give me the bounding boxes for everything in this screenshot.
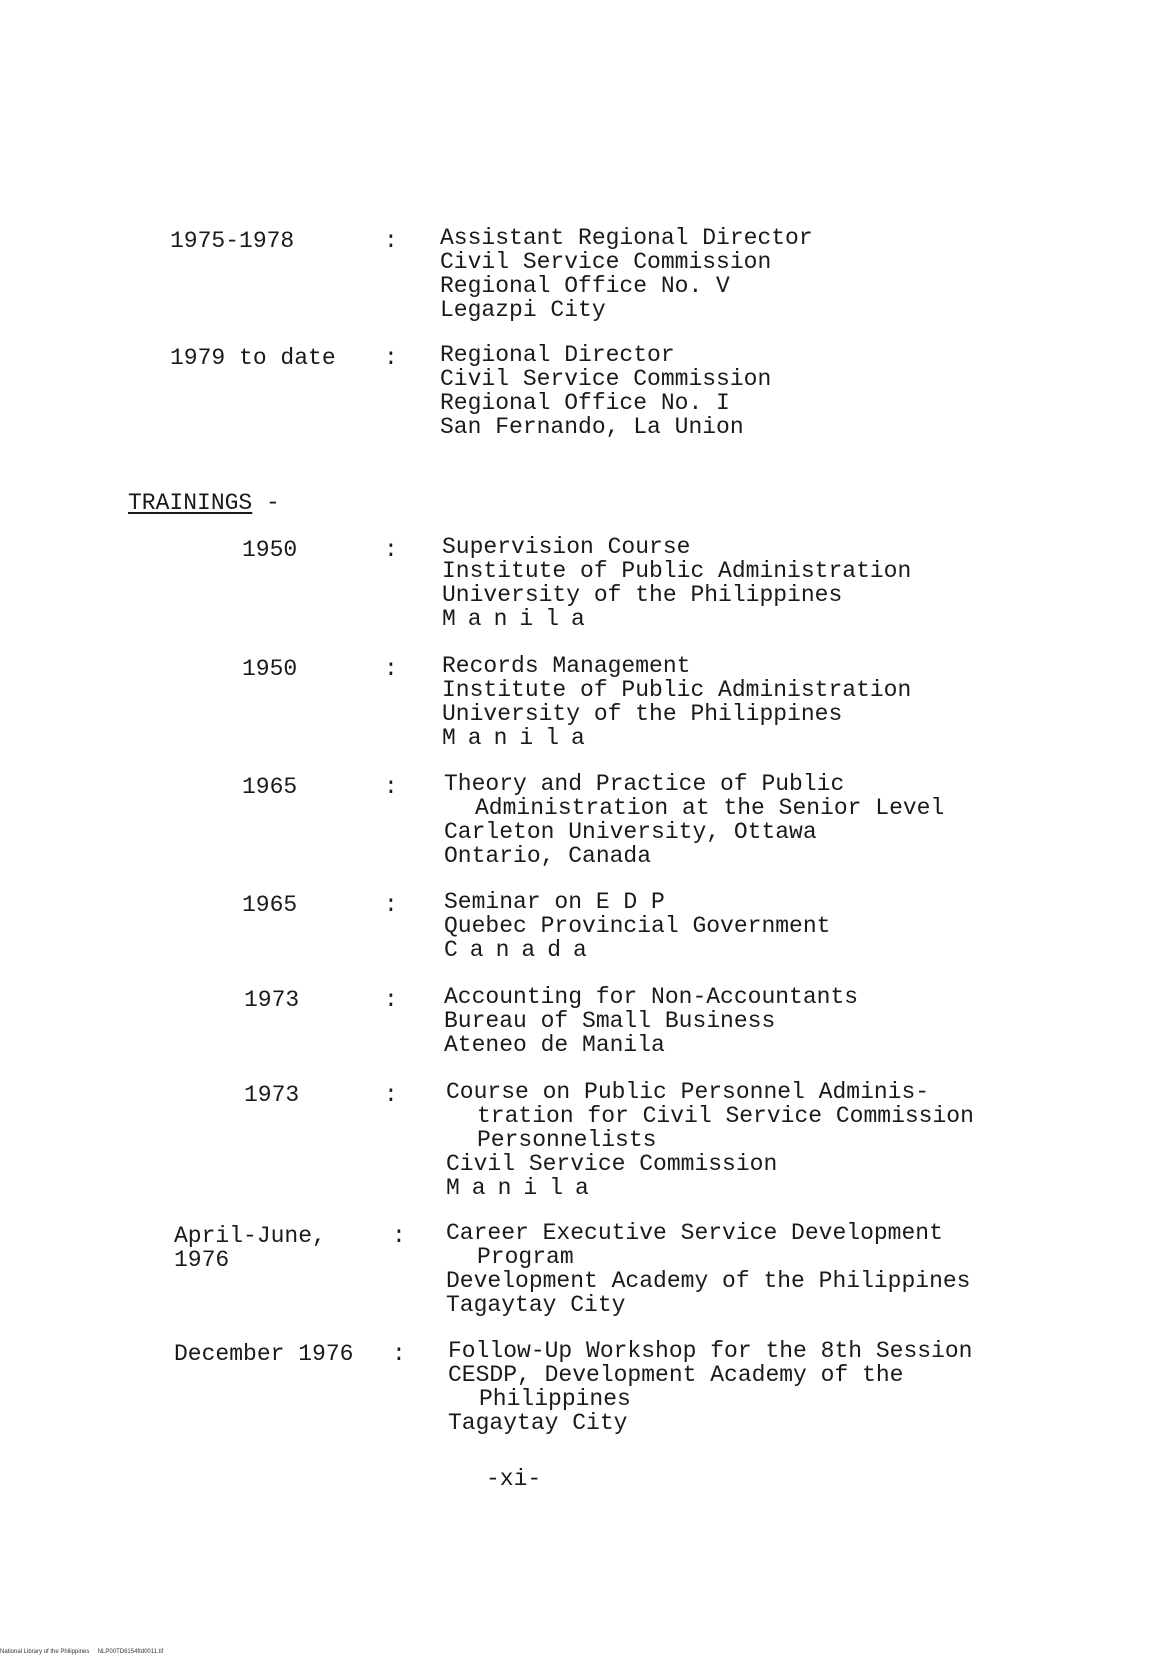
- training-details: [442, 535, 911, 631]
- training-colon: :: [384, 537, 398, 563]
- training-line: Manila: [442, 725, 597, 751]
- section-heading-title: TRAININGS: [128, 490, 253, 516]
- training-line: University of the Philippines: [442, 701, 843, 727]
- entry-line: Regional Office No. V: [440, 273, 730, 299]
- training-line: Career Executive Service Development: [446, 1220, 943, 1246]
- entry-date: 1979 to date: [170, 345, 336, 371]
- training-colon: :: [392, 1223, 406, 1249]
- training-line: CESDP, Development Academy of the: [448, 1362, 904, 1388]
- training-line: Manila: [446, 1175, 601, 1201]
- training-colon: :: [384, 1082, 398, 1108]
- archive-footer: National Library of the Philippines NLP00TD6154ftd0011.tif: [0, 1649, 164, 1655]
- training-date: 1973: [244, 987, 300, 1013]
- entry-line: Civil Service Commission: [440, 249, 772, 275]
- entry-line: Regional Director: [440, 342, 675, 368]
- section-heading: [128, 491, 280, 515]
- training-line: Accounting for Non-Accountants: [444, 984, 859, 1010]
- entry-line: San Fernando, La Union: [440, 414, 744, 440]
- training-line: Administration at the Senior Level: [475, 795, 945, 821]
- page-number: -xi-: [486, 1466, 542, 1492]
- training-line: Theory and Practice of Public: [444, 771, 845, 797]
- training-line: Seminar on E D P: [444, 889, 665, 915]
- training-line: Personnelists: [477, 1127, 657, 1153]
- entry-colon: :: [384, 228, 398, 254]
- training-line: Follow-Up Workshop for the 8th Session: [448, 1338, 973, 1364]
- entry-line: Civil Service Commission: [440, 366, 772, 392]
- training-date: 1973: [244, 1082, 300, 1108]
- entry-line: Assistant Regional Director: [440, 225, 813, 251]
- training-details: [444, 890, 830, 962]
- training-colon: :: [384, 892, 398, 918]
- training-line: Ateneo de Manila: [444, 1032, 665, 1058]
- entry-details: [440, 226, 813, 322]
- training-details: [442, 654, 911, 750]
- training-date: 1950: [242, 537, 298, 563]
- training-date: December 1976: [174, 1341, 354, 1367]
- entry-colon: :: [384, 345, 398, 371]
- training-line: Program: [477, 1244, 574, 1270]
- training-details: [444, 985, 858, 1057]
- training-line: Bureau of Small Business: [444, 1008, 776, 1034]
- section-heading-dash: -: [266, 490, 280, 516]
- training-line: Civil Service Commission: [446, 1151, 778, 1177]
- training-details: [446, 1221, 971, 1317]
- training-details: [446, 1080, 974, 1200]
- training-line: Course on Public Personnel Adminis-: [446, 1079, 930, 1105]
- training-colon: :: [384, 656, 398, 682]
- training-line: Philippines: [479, 1386, 631, 1412]
- training-line: Tagaytay City: [448, 1410, 628, 1436]
- training-line: Institute of Public Administration: [442, 677, 912, 703]
- training-line: tration for Civil Service Commission: [477, 1103, 974, 1129]
- training-date: 1965: [242, 892, 298, 918]
- entry-line: Regional Office No. I: [440, 390, 730, 416]
- training-details: [444, 772, 944, 868]
- entry-details: [440, 343, 771, 439]
- training-line: Ontario, Canada: [444, 843, 652, 869]
- training-line: Manila: [442, 606, 597, 632]
- entry-date: 1975-1978: [170, 228, 295, 254]
- training-line: Tagaytay City: [446, 1292, 626, 1318]
- training-line: Records Management: [442, 653, 691, 679]
- training-line: Quebec Provincial Government: [444, 913, 831, 939]
- training-line: Canada: [444, 937, 599, 963]
- training-colon: :: [384, 987, 398, 1013]
- entry-line: Legazpi City: [440, 297, 606, 323]
- training-details: [448, 1339, 973, 1435]
- training-line: University of the Philippines: [442, 582, 843, 608]
- training-date: 1965: [242, 774, 298, 800]
- training-colon: :: [392, 1341, 406, 1367]
- training-date: April-June, 1976: [174, 1223, 326, 1273]
- training-line: Supervision Course: [442, 534, 691, 560]
- training-line: Institute of Public Administration: [442, 558, 912, 584]
- training-date: 1950: [242, 656, 298, 682]
- training-line: Carleton University, Ottawa: [444, 819, 817, 845]
- training-line: Development Academy of the Philippines: [446, 1268, 971, 1294]
- training-colon: :: [384, 774, 398, 800]
